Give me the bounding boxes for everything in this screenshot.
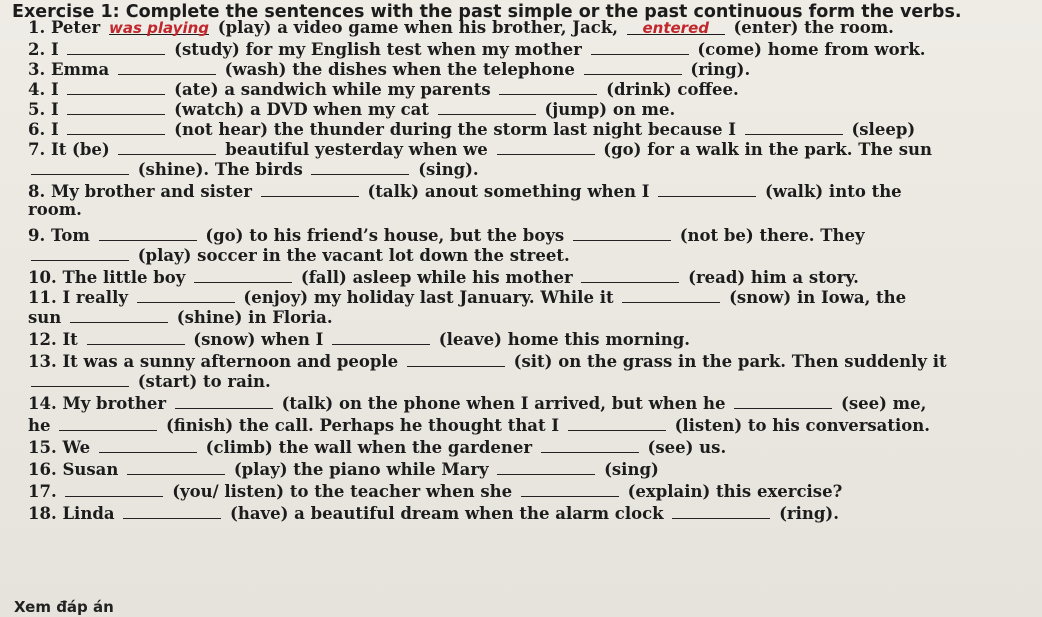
sentence-text: (not be) there. They	[673, 226, 865, 245]
sentence-text: (sit) on the grass in the park. Then suddenly it	[507, 352, 947, 371]
answer-blank[interactable]	[123, 502, 221, 519]
answer-blank[interactable]	[332, 328, 430, 345]
answer-blank[interactable]	[499, 78, 597, 95]
sentence-line	[28, 392, 1036, 414]
sentence-line	[28, 38, 1036, 60]
sentence-line	[28, 458, 1036, 480]
sentence-text: (have) a beautiful dream when the alarm clock	[224, 504, 670, 523]
sentence-line	[28, 370, 1036, 392]
sentence-text: 14. My brother	[28, 394, 172, 413]
answer-blank[interactable]	[70, 306, 168, 323]
sentence-line	[28, 200, 1036, 220]
sentence-text: (ate) a sandwich while my parents	[168, 80, 497, 99]
answer-blank[interactable]	[67, 38, 165, 55]
sentence-text: (ring).	[773, 504, 839, 523]
answer-blank[interactable]	[99, 436, 197, 453]
sentence-text: (go) to his friend’s house, but the boys	[199, 226, 570, 245]
sentence-text: he	[28, 416, 57, 435]
sentence-text: 7. It (be)	[28, 140, 116, 159]
sentence-text: (shine). The birds	[132, 160, 309, 179]
sentence-text: 16. Susan	[28, 460, 125, 479]
sentence-text: room.	[28, 200, 82, 219]
sentence-text: (enjoy) my holiday last January. While it	[237, 288, 620, 307]
sentence-text: 3. Emma	[28, 60, 115, 79]
sentence-text: (drink) coffee.	[600, 80, 739, 99]
sentence-text: sun	[28, 308, 68, 327]
sentence-text: 1. Peter	[28, 18, 106, 37]
sentence-text: (climb) the wall when the gardener	[199, 438, 538, 457]
answer-blank[interactable]	[438, 98, 536, 115]
answer-blank[interactable]	[497, 458, 595, 475]
sentence-line	[28, 118, 1036, 140]
answer-blank[interactable]	[261, 180, 359, 197]
sentence-text: (you/ listen) to the teacher when she	[166, 482, 518, 501]
sentence-text: (fall) asleep while his mother	[295, 268, 579, 287]
sentence-text: (not hear) the thunder during the storm last night because I	[168, 120, 742, 139]
sentence-text: (wash) the dishes when the telephone	[218, 60, 581, 79]
sentence-text: (walk) into the	[759, 182, 902, 201]
answer-filled[interactable]: entered	[627, 18, 725, 35]
sentence-line	[28, 158, 1036, 180]
sentence-line	[28, 480, 1036, 502]
sentence-line	[28, 180, 1036, 202]
answer-blank[interactable]	[541, 436, 639, 453]
answer-blank[interactable]	[573, 224, 671, 241]
sentence-line	[28, 286, 1036, 308]
sentence-text: 2. I	[28, 40, 65, 59]
sentence-text: 12. It	[28, 330, 84, 349]
sentence-line	[28, 18, 1036, 38]
answer-blank[interactable]	[137, 286, 235, 303]
sentence-text: (leave) home this morning.	[433, 330, 691, 349]
sentence-line	[28, 328, 1036, 350]
sentence-text: (listen) to his conversation.	[668, 416, 930, 435]
sentence-text: (sing).	[412, 160, 479, 179]
sentence-text: 15. We	[28, 438, 96, 457]
answer-blank[interactable]	[581, 266, 679, 283]
answer-blank[interactable]	[67, 98, 165, 115]
answer-blank[interactable]	[65, 480, 163, 497]
sentence-text: (talk) on the phone when I arrived, but when he	[275, 394, 732, 413]
sentence-line	[28, 306, 1036, 328]
answer-filled[interactable]: was playing	[109, 19, 210, 37]
answer-blank[interactable]	[568, 414, 666, 431]
sentence-text: 17.	[28, 482, 63, 501]
answer-blank[interactable]	[31, 370, 129, 387]
sentence-text: (study) for my English test when my mother	[168, 40, 588, 59]
answer-blank[interactable]	[497, 138, 595, 155]
sentence-text: (play) soccer in the vacant lot down the street.	[132, 246, 570, 265]
sentence-text: 13. It was a sunny afternoon and people	[28, 352, 404, 371]
sentence-text: (see) me,	[835, 394, 927, 413]
answer-blank[interactable]	[591, 38, 689, 55]
sentence-line	[28, 414, 1036, 436]
answer-blank[interactable]	[118, 138, 216, 155]
sentence-text: 8. My brother and sister	[28, 182, 258, 201]
answer-blank[interactable]	[67, 118, 165, 135]
answer-blank[interactable]	[407, 350, 505, 367]
answer-blank[interactable]	[31, 158, 129, 175]
sentence-line	[28, 78, 1036, 100]
sentence-text: (snow) in Iowa, the	[723, 288, 907, 307]
answer-blank[interactable]	[59, 414, 157, 431]
answer-blank[interactable]	[67, 78, 165, 95]
answer-blank[interactable]	[31, 244, 129, 261]
answer-blank[interactable]	[175, 392, 273, 409]
answer-blank[interactable]	[622, 286, 720, 303]
view-answers-link[interactable]: Xem đáp án	[14, 598, 114, 616]
sentence-text: (ring).	[684, 60, 751, 79]
sentence-line	[28, 224, 1036, 246]
sentence-text: beautiful yesterday when we	[219, 140, 494, 159]
sentence-text: 9. Tom	[28, 226, 96, 245]
sentence-line	[28, 58, 1036, 80]
sentence-text: (see) us.	[641, 438, 727, 457]
sentence-text: (come) home from work.	[691, 40, 926, 59]
sentence-text: (start) to rain.	[132, 372, 271, 391]
sentence-line	[28, 266, 1036, 288]
sentence-text: (finish) the call. Perhaps he thought that I	[160, 416, 565, 435]
sentence-text: (jump) on me.	[538, 100, 676, 119]
sentence-text: (explain) this exercise?	[621, 482, 843, 501]
sentence-text: (shine) in Floria.	[171, 308, 333, 327]
answer-blank[interactable]	[194, 266, 292, 283]
sentence-text: (sing)	[598, 460, 659, 479]
sentence-text: (talk) anout something when I	[361, 182, 656, 201]
sentence-text: (watch) a DVD when my cat	[168, 100, 435, 119]
answer-blank[interactable]	[672, 502, 770, 519]
sentence-text: (play) a video game when his brother, Jack,	[212, 18, 624, 37]
answer-blank[interactable]	[521, 480, 619, 497]
answer-blank[interactable]	[87, 328, 185, 345]
sentence-text: 5. I	[28, 100, 65, 119]
sentence-text: (play) the piano while Mary	[228, 460, 495, 479]
answer-blank[interactable]	[99, 224, 197, 241]
sentence-text: 6. I	[28, 120, 65, 139]
sentence-text: (enter) the room.	[727, 18, 894, 37]
answer-blank[interactable]	[745, 118, 843, 135]
answer-blank[interactable]	[311, 158, 409, 175]
sentence-line	[28, 244, 1036, 266]
sentence-text: 4. I	[28, 80, 65, 99]
exercise-title: Exercise 1: Complete the sentences with the past simple or the past continuous form the verbs.	[12, 2, 962, 22]
sentence-text: (sleep)	[845, 120, 916, 139]
answer-blank[interactable]	[584, 58, 682, 75]
answer-blank[interactable]	[127, 458, 225, 475]
sentence-line	[28, 350, 1036, 372]
answer-blank[interactable]	[734, 392, 832, 409]
sentence-line	[28, 436, 1036, 458]
answer-blank[interactable]	[118, 58, 216, 75]
answer-blank[interactable]	[658, 180, 756, 197]
sentence-text: (snow) when I	[187, 330, 330, 349]
sentence-line	[28, 138, 1036, 160]
sentence-text: 11. I really	[28, 288, 134, 307]
sentence-text: 18. Linda	[28, 504, 121, 523]
sentence-line	[28, 502, 1036, 524]
sentence-line	[28, 98, 1036, 120]
sentence-text: 10. The little boy	[28, 268, 192, 287]
sentence-text: (read) him a story.	[682, 268, 859, 287]
sentence-text: (go) for a walk in the park. The sun	[597, 140, 933, 159]
